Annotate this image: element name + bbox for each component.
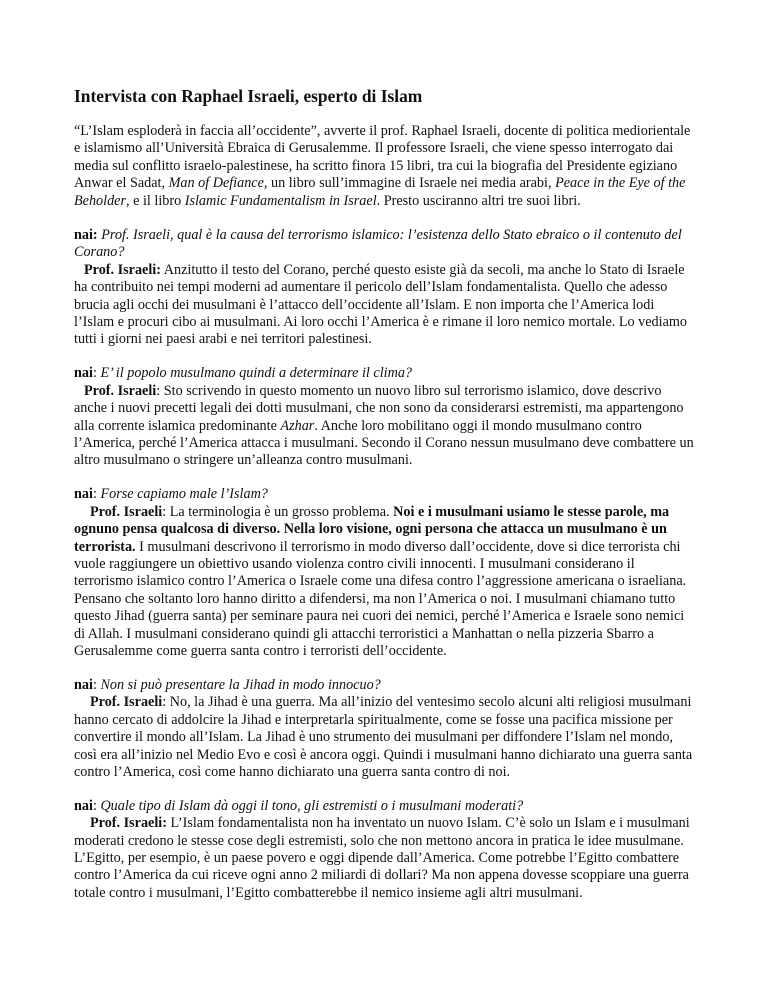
intro-text-4: . Presto usciranno altri tre suoi libri. bbox=[376, 192, 581, 209]
answer-4: Prof. Israeli: No, la Jihad è una guerra. Ma all’inizio del ventesimo secolo alcuni alti religiosi musulmani hanno cercato di addolcire la Jihad e interpretarla spiritualmente, come se fosse una pacifica missione per convertire il mondo all’Islam. La Jihad è uno strumento dei musulmani per diffondere l’Islam nel mondo, così era all’inizio nel Medio Evo e così è ancora oggi. Quindi i musulmani hanno dichiarato una guerra santa contro l’America, così come hanno dichiarato una guerra santa contro di noi. bbox=[74, 694, 693, 780]
intro-paragraph bbox=[74, 123, 696, 210]
answer-text: La terminologia è un grosso problema. bbox=[169, 503, 394, 520]
document-page bbox=[74, 86, 696, 919]
question-3: nai: Forse capiamo male l’Islam? bbox=[74, 486, 268, 503]
book-title-2: Peace in the Eye of the Beholder bbox=[74, 175, 686, 209]
guest-label: Prof. Israeli bbox=[90, 503, 163, 520]
question-1 bbox=[74, 227, 696, 262]
answer-bold-text: Noi e i musulmani usiamo le stesse parole, ma ognuno pensa qualcosa di diverso. Nella loro visione, ogni persona che attacca un musulmano è un terrorista. bbox=[74, 503, 670, 555]
interviewer-label: nai bbox=[74, 486, 93, 503]
answer-5 bbox=[74, 815, 696, 902]
answer-text-cont: I musulmani descrivono il terrorismo in modo diverso dall’occidente, dove si dice terrorista chi vuole raggiungere un obiettivo usando violenza contro civili innocenti. I musulmani considerano il terrorismo islamico contro l’America o Israele come una difesa contro l’aggressione americana o israeliana. Pensano che soltanto loro hanno diritto a difendersi, ma non l’America o noi. I musulmani chiamano tutto questo Jihad (guerra santa) per seminare paura nei cuori dei nemici, perché l’America e Israele sono nemici di Allah. I musulmani considerano quindi gli attacchi terroristici a Manhattan o nella pizzeria Sbarro a Gerusalemme come guerra santa contro i terroristi dell’occidente. bbox=[74, 538, 687, 659]
question-2: nai: E’ il popolo musulmano quindi a determinare il clima? bbox=[74, 365, 413, 382]
answer-1 bbox=[74, 262, 696, 349]
question-5: nai: Quale tipo di Islam dà oggi il tono, gli estremisti o i musulmani moderati? bbox=[74, 797, 524, 814]
answer-text-cont: . Anche loro mobilitano oggi il mondo musulmano contro l’America, perché l’America attacca i musulmani. Secondo il Corano nessun musulmano deve combattere un altro musulmano o stringere un’alleanza contro musulmani. bbox=[74, 417, 694, 469]
interviewer-label: nai bbox=[74, 676, 93, 693]
question-text: Forse capiamo male l’Islam? bbox=[100, 486, 268, 503]
answer-text: Sto scrivendo in questo momento un nuovo libro sul terrorismo islamico, dove descrivo anche i nuovi precetti legali dei dotti musulmani, che non sono da considerarsi estremisti, ma appartengono alla corrente islamica predominante bbox=[74, 382, 684, 434]
qa-block-4 bbox=[74, 677, 696, 781]
qa-block-5 bbox=[74, 798, 696, 902]
answer-text: L’Islam fondamentalista non ha inventato un nuovo Islam. C’è solo un Islam e i musulmani moderati credono le stesse cose degli estremisti, solo che non mettono ancora in pratica le idee musulmane. L’Egitto, per esempio, è un paese povero e oggi dipende dall’America. Come potrebbe l’Egitto combattere contro l’America da cui riceve ogni anno 2 miliardi di dollari? Ma non appena dovesse scoppiare una guerra totale contro i musulmani, l’Egitto combatterebbe il nemico insieme agli altri musulmani. bbox=[74, 815, 690, 901]
question-4: nai: Non si può presentare la Jihad in modo innocuo? bbox=[74, 676, 381, 693]
interviewer-label: nai bbox=[74, 365, 93, 382]
answer-italic-term: Azhar bbox=[280, 417, 315, 434]
article-title: Intervista con Raphael Israeli, esperto di Islam bbox=[74, 86, 423, 106]
interviewer-label: nai: bbox=[74, 227, 98, 244]
guest-label: Prof. Israeli bbox=[84, 382, 157, 399]
interviewer-label: nai bbox=[74, 797, 93, 814]
guest-label: Prof. Israeli: bbox=[84, 261, 161, 278]
question-text: Non si può presentare la Jihad in modo innocuo? bbox=[100, 676, 381, 693]
answer-text: Anzitutto il testo del Corano, perché questo esiste già da secoli, ma anche lo Stato di Israele ha contribuito nei tempi moderni ad aumentare il pericolo dell’Islam fondamentalista. Quello che adesso brucia agli occhi dei musulmani è l’attacco dell’occidente all’Islam. E non importa che l’America lodi l’Islam e procuri cibo ai musulmani. Ai loro occhi l’America è e rimane il loro nemico mortale. Lo vediamo tutti i giorni nei paesi arabi e nei territori palestinesi. bbox=[74, 261, 688, 348]
qa-block-2 bbox=[74, 365, 696, 469]
qa-block-3 bbox=[74, 486, 696, 660]
answer-2: Prof. Israeli: Sto scrivendo in questo momento un nuovo libro sul terrorismo islamico, dove descrivo anche i nuovi precetti legali dei dotti musulmani, che non sono da considerarsi estremisti, ma appartengono alla corrente islamica predominante Azhar. Anche loro mobilitano oggi il mondo musulmano contro l’America, perché l’America attacca i musulmani. Secondo il Corano nessun musulmano deve combattere un altro musulmano o stringere un’alleanza contro musulmani. bbox=[74, 382, 694, 469]
qa-block-1 bbox=[74, 227, 696, 349]
intro-text-2: , un libro sull’immagine di Israele nei media arabi, bbox=[263, 175, 556, 192]
answer-text: No, la Jihad è una guerra. Ma all’inizio del ventesimo secolo alcuni alti religiosi musulmani hanno cercato di addolcire la Jihad e interpretarla spiritualmente, come se fosse una pacifica missione per convertire il mondo all’Islam. La Jihad è uno strumento dei musulmani per diffondere l’Islam nel mondo, così era all’inizio nel Medio Evo e così è ancora oggi. Quindi i musulmani hanno dichiarato una guerra santa contro l’America, così come hanno dichiarato una guerra santa contro di noi. bbox=[74, 694, 693, 780]
answer-3: Prof. Israeli: La terminologia è un grosso problema. Noi e i musulmani usiamo le stesse parole, ma ognuno pensa qualcosa di diverso. Nella loro visione, ogni persona che attacca un musulmano è un terrorista. I musulmani descrivono il terrorismo in modo diverso dall’occidente, dove si dice terrorista chi vuole raggiungere un obiettivo usando violenza contro civili innocenti. I musulmani considerano il terrorismo islamico contro l’America o Israele come una difesa contro l’aggressione americana o israeliana. Pensano che soltanto loro hanno diritto a difendersi, ma non l’America o noi. I musulmani chiamano tutto questo Jihad (guerra santa) per seminare paura nei cuori dei nemici, perché l’America e Israele sono nemici di Allah. I musulmani considerano quindi gli attacchi terroristici a Manhattan o nella pizzeria Sbarro a Gerusalemme come guerra santa contro i terroristi dell’occidente. bbox=[74, 503, 687, 659]
intro-text-3: , e il libro bbox=[126, 192, 185, 209]
book-title-1: Man of Defiance bbox=[168, 175, 264, 192]
guest-label: Prof. Israeli: bbox=[90, 815, 167, 832]
question-text: Quale tipo di Islam dà oggi il tono, gli estremisti o i musulmani moderati? bbox=[100, 797, 524, 814]
question-text: E’ il popolo musulmano quindi a determinare il clima? bbox=[100, 365, 413, 382]
guest-label: Prof. Israeli bbox=[90, 694, 163, 711]
question-text: Prof. Israeli, qual è la causa del terrorismo islamico: l’esistenza dello Stato ebraico o il contenuto del Corano? bbox=[74, 227, 682, 261]
book-title-3: Islamic Fundamentalism in Israel bbox=[184, 192, 377, 209]
intro-text-1: “L’Islam esploderà in faccia all’occidente”, avverte il prof. Raphael Israeli, docente di politica mediorientale e islamismo all’Università Ebraica di Gerusalemme. Il professore Israeli, che viene spesso interrogato dai media sul conflitto israelo-palestinese, ha scritto finora 15 libri, tra cui la biografia del Presidente egiziano Anwar el Sadat, bbox=[74, 123, 691, 192]
